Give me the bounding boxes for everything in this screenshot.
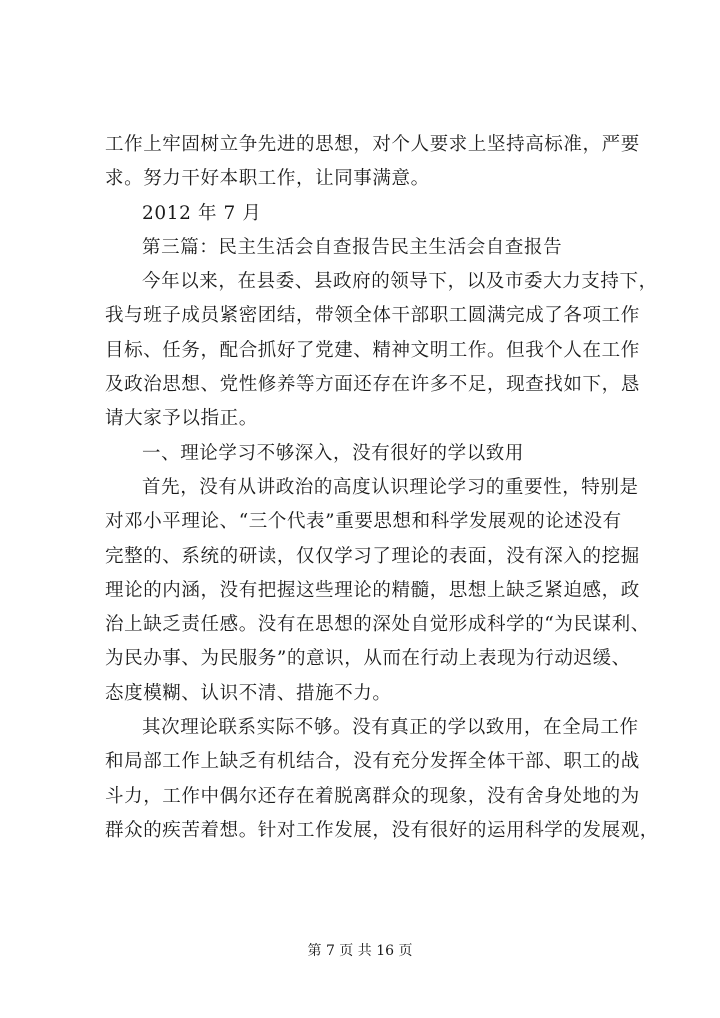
text-line: 工作上牢固树立争先进的思想，对个人要求上坚持高标准，严要 [105,134,640,155]
text-line: 为民办事、为民服务”的意识，从而在行动上表现为行动迟缓、 [105,648,631,670]
section-title: 第三篇：民主生活会自查报告民主生活会自查报告 [142,236,563,258]
text-line: 斗力，工作中偶尔还存在着脱离群众的现象，没有舍身处地的为 [105,785,640,807]
text-line: 理论的内涵，没有把握这些理论的精髓，思想上缺乏紧迫感，政 [105,579,640,601]
text-line: 目标、任务，配合抓好了党建、精神文明工作。但我个人在工作 [105,339,640,361]
text-line: 及政治思想、党性修养等方面还存在许多不足，现查找如下，恳 [105,374,640,396]
text-line: 其次理论联系实际不够。没有真正的学以致用，在全局工作 [142,717,639,739]
date-line: 2012 年 7 月 [142,202,262,224]
page-number-footer: 第 7 页 共 16 页 [307,943,413,959]
document-body [105,128,659,848]
text-line: 对邓小平理论、“三个代表”重要思想和科学发展观的论述没有 [105,511,622,533]
text-line: 态度模糊、认识不清、措施不力。 [105,682,392,704]
text-line: 求。努力干好本职工作，让同事满意。 [105,168,430,190]
text-line: 群众的疾苦着想。针对工作发展，没有很好的运用科学的发展观， [105,819,659,841]
text-line: 请大家予以指正。 [105,408,258,430]
text-line: 我与班子成员紧密团结，带领全体干部职工圆满完成了各项工作 [105,305,640,327]
text-line: 和局部工作上缺乏有机结合，没有充分发挥全体干部、职工的战 [105,751,640,773]
text-line: 完整的、系统的研读，仅仅学习了理论的表面，没有深入的挖掘 [105,545,640,567]
text-line: 首先，没有从讲政治的高度认识理论学习的重要性，特别是 [142,476,639,498]
text-line: 今年以来，在县委、县政府的领导下，以及市委大力支持下， [142,271,658,293]
text-line: 治上缺乏责任感。没有在思想的深处自觉形成科学的“为民谋利、 [105,614,650,636]
subsection-heading: 一、理论学习不够深入，没有很好的学以致用 [142,442,525,464]
